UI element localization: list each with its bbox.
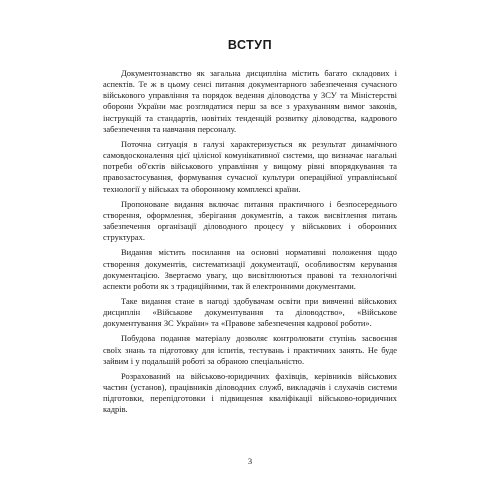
paragraph: Таке видання стане в нагоді здобувачам освіти при вивченні військових дисциплін «Військове документування та діловодство», «Військове документування ЗС України» та «Правове забезпечення кадрової роботи». — [103, 295, 397, 329]
document-page — [103, 36, 397, 420]
paragraph: Поточна ситуація в галузі характеризується як результат динамічного самовдосконалення цієї цілісної комунікативної системи, що визначає нагальні потреби об'єктів військового управління у вищому рівні впорядкування та правозастосування, формування сучасної культури операційної управлінської технології у військах та оборонному комплексі країни. — [103, 138, 397, 194]
paragraph: Розрахований на військово-юридичних фахівців, керівників військових частин (установ), працівників діловодних служб, викладачів і слухачів системи підготовки, перепідготовки і підвищення кваліфікації військово-юридичних кадрів. — [103, 370, 397, 415]
page-number: 3 — [247, 456, 253, 466]
paragraph: Документознавство як загальна дисципліна містить багато складових і аспектів. Те ж в цьому сенсі питання документарного забезпечення сучасного військового управління та порядок ведення діловодства у ЗСУ та Міністерстві оборони України має розглядатися перш за все з урахуванням вимог законів, інструкцій та стандартів, новітніх тенденцій розвитку діловодства, кадрового забезпечення та навчання персоналу. — [103, 68, 397, 134]
page-title: ВСТУП — [227, 38, 273, 52]
paragraph: Пропоноване видання включає питання практичного і безпосереднього створення, оформлення, зберігання документів, а також висвітлення питань забезпечення організації діловодного процесу у військових і оборонних структурах. — [103, 198, 397, 243]
paragraph: Побудова подання матеріалу дозволяє контролювати ступінь засвоєння своїх знань та підготовку для іспитів, тестувань і практичних занять. Не буде зайвим і у подальшій роботі за обраною спеціальністю. — [103, 333, 397, 366]
paragraph: Видання містить посилання на основні нормативні положення щодо створення документів, систематизації документації, особливостям керування документацією. Звертаємо увагу, що висвітлюються правові та технологічні аспекти роботи як з традиційними, так й електронними документами. — [103, 247, 397, 291]
